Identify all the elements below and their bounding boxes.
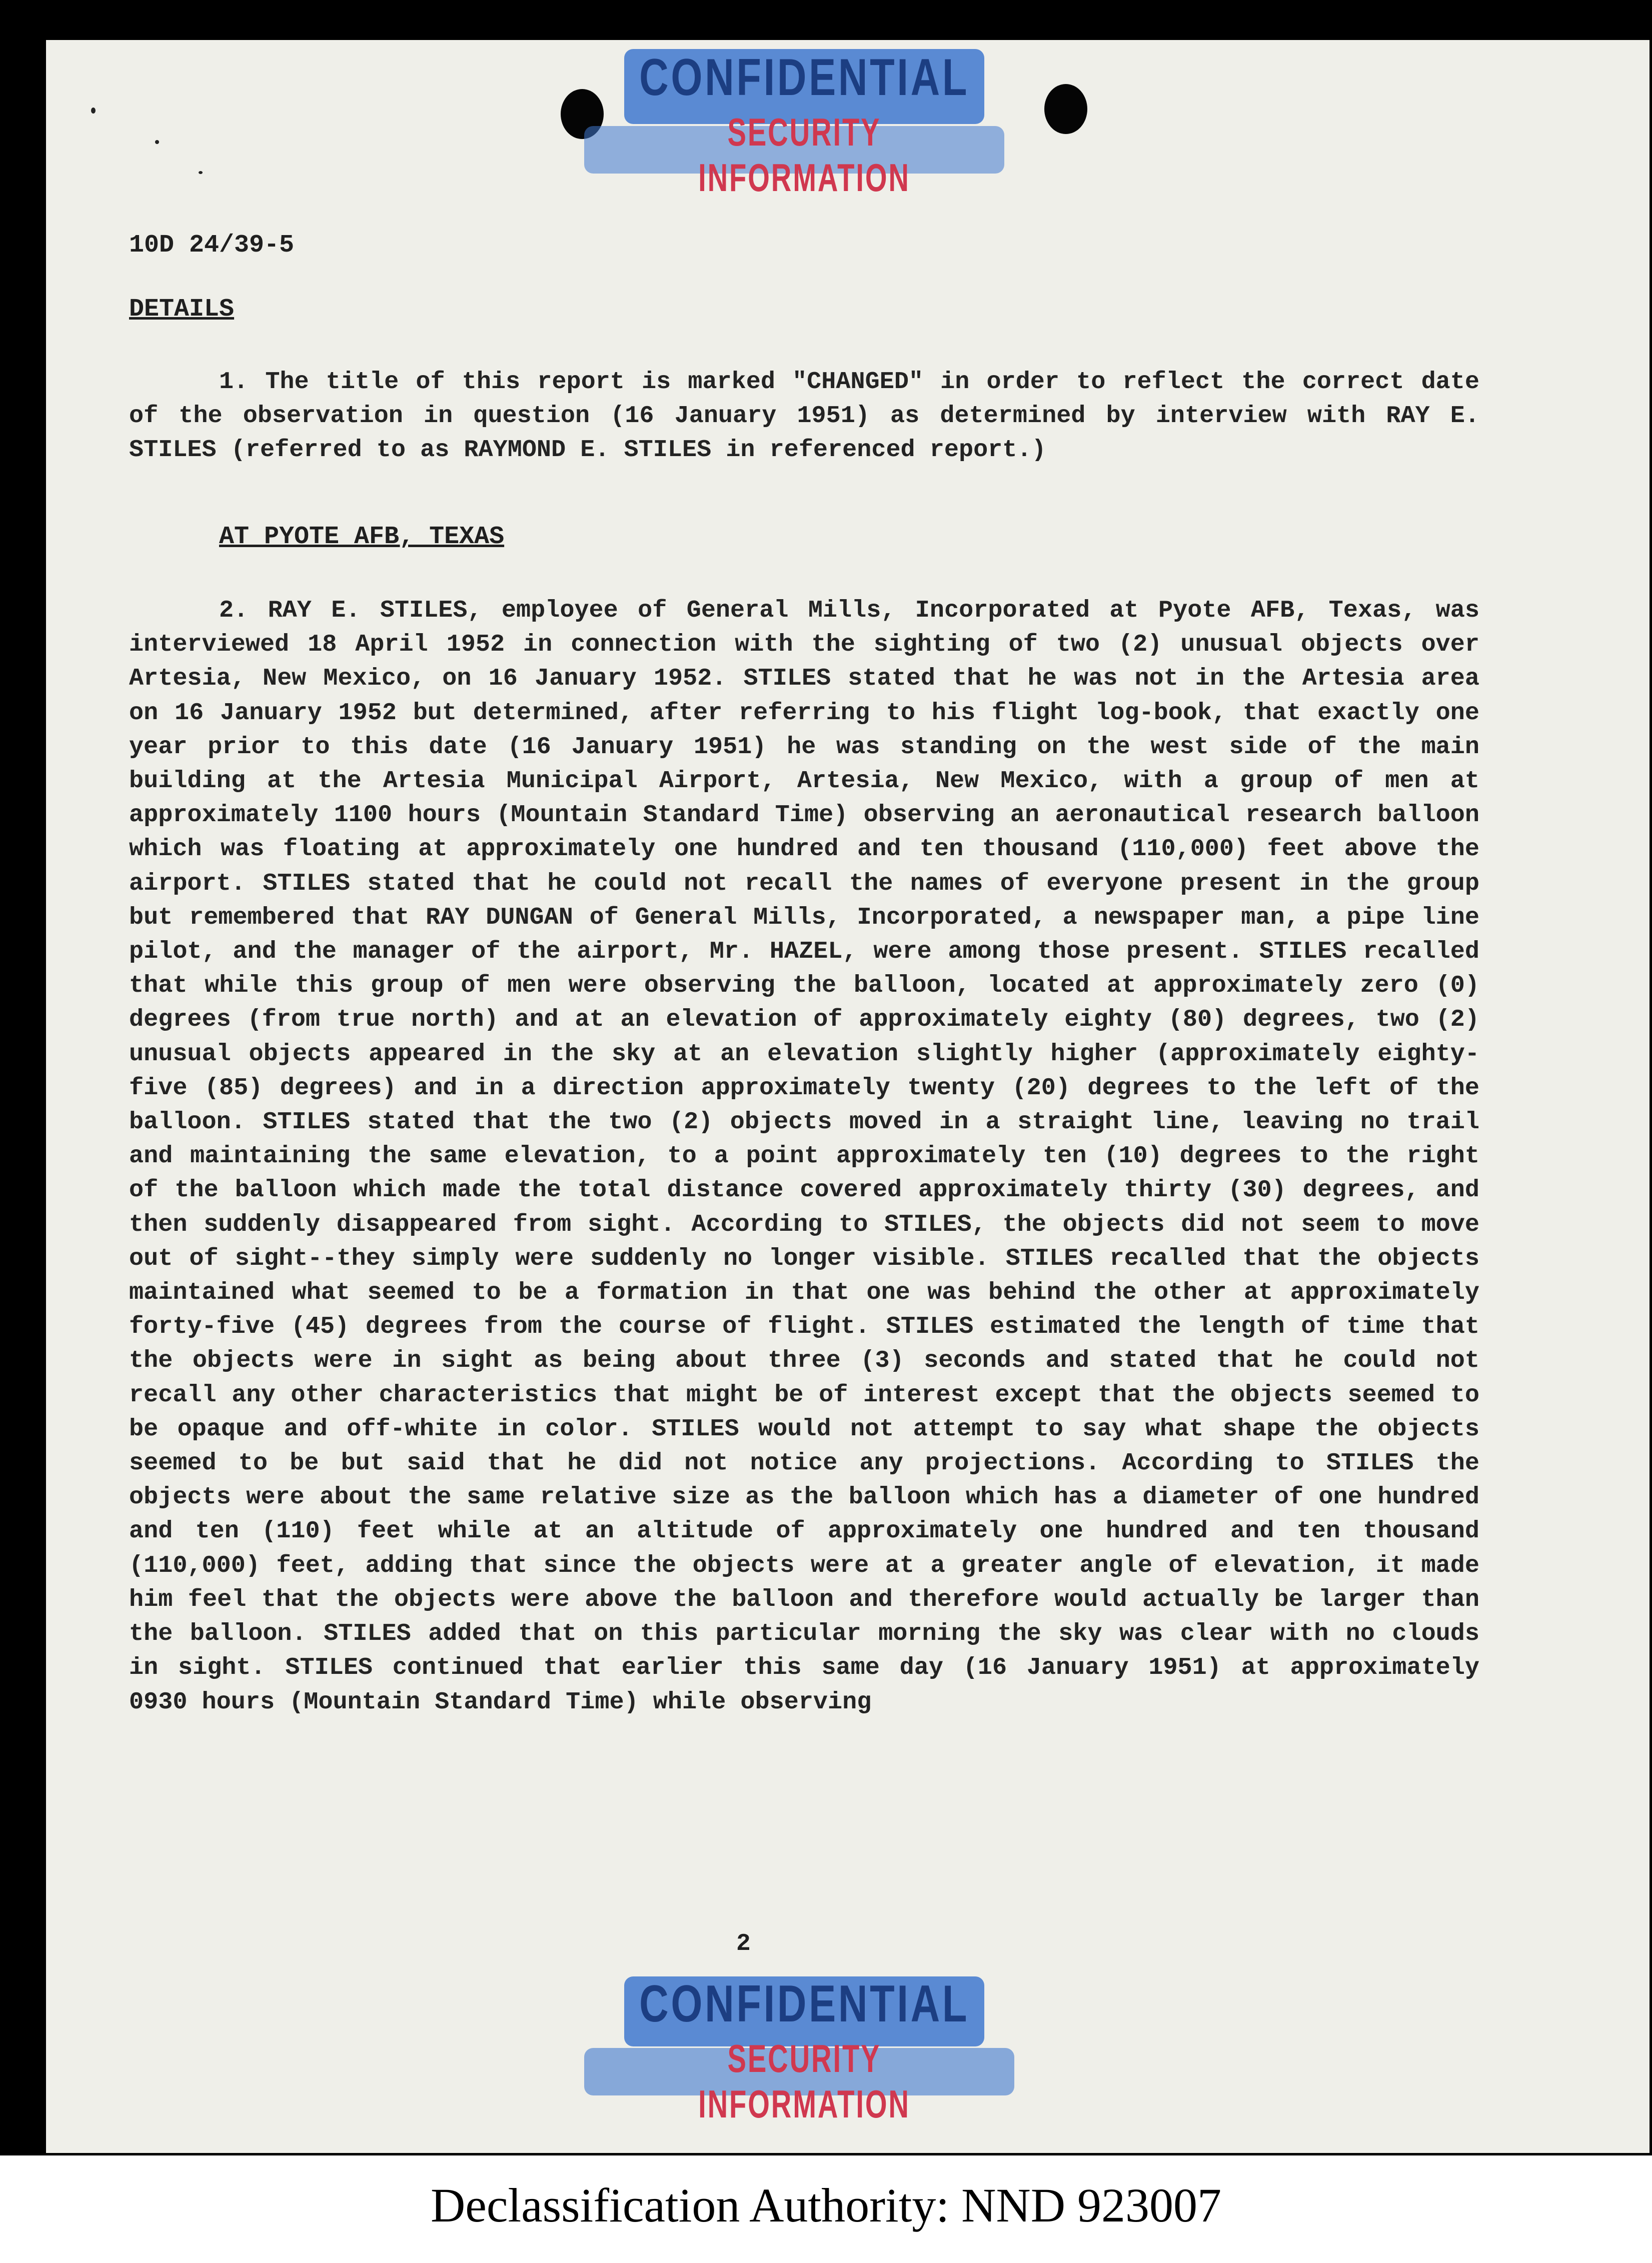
stamp-security-information-text: SECURITY INFORMATION [698,2036,910,2126]
paper-speck [155,140,159,144]
confidential-stamp-bottom [574,1930,1034,2127]
paragraph-2: 2. RAY E. STILES, employee of General Mills, Incorporated at Pyote AFB, Texas, was interviewed 18 April 1952 in connection with the sighting of two (2) unusual objects over Artesia, New Mexico, on 16 January 1952. STILES stated that he was not in the Artesia area on 16 January 1952 but determined, after referring to his flight log-book, that exactly one year prior to this date (16 January 1951) he was standing on the west side of the main building at the Artesia Municipal Airport, Artesia, New Mexico, with a group of men at approximately 1100 hours (Mountain Standard Time) observing an aeronautical research balloon which was floating at approximately one hundred and ten thousand (110,000) feet above the airport. STILES stated that he could not recall the names of everyone present in the group but remembered that RAY DUNGAN of General Mills, Incorporated, a newspaper man, a pipe line pilot, and the manager of the airport, Mr. HAZEL, were among those present. STILES recalled that while this group of men were observing the balloon, located at approximately zero (0) degrees (from true north) and at an elevation of approximately eighty (80) degrees, two (2) unusual objects appeared in the sky at an elevation slightly higher (approximately eighty-five (85) degrees) and in a direction approximately twenty (20) degrees to the left of the balloon. STILES stated that the two (2) objects moved in a straight line, leaving no trail and maintaining the same elevation, to a point approximately ten (10) degrees to the right of the balloon which made the total distance covered approximately thirty (30) degrees, and then suddenly disappeared from sight. According to STILES, the objects did not seem to move out of sight--they simply were suddenly no longer visible. STILES recalled that the objects maintained what seemed to be a formation in that one was behind the other at approximately forty-five (45) degrees from the course of flight. STILES estimated the length of time that the objects were in sight as being about three (3) seconds and stated that he could not recall any other characteristics that might be of interest except that the objects seemed to be opaque and off-white in color. STILES would not attempt to say what shape the objects seemed to be but said that he did not notice any projections. According to STILES the objects were about the same relative size as the balloon which has a diameter of one hundred and ten (110) feet while at an altitude of approximately one hundred and ten thousand (110,000) feet, adding that since the objects were at a greater angle of elevation, it made him feel that the objects were above the balloon and therefore would actually be larger than the balloon. STILES added that on this particular morning the sky was clear with no clouds in sight. STILES continued that earlier this same day (16 January 1951) at approximately 0930 hours (Mountain Standard Time) while observing [129,597,1479,1716]
stamp-confidential-text: CONFIDENTIAL [639,1975,969,2033]
paper-speck [199,171,203,174]
punch-hole-right [1044,84,1087,134]
stamp-confidential-text: CONFIDENTIAL [639,49,969,107]
location-heading: AT PYOTE AFB, TEXAS [219,523,505,551]
declassification-footer: Declassification Authority: NND 923007 [0,2155,1652,2263]
confidential-stamp-top [574,0,1034,201]
document-reference: 10D 24/39-5 [129,231,295,260]
stamp-security-information-text: SECURITY INFORMATION [698,110,910,200]
page-number: 2 [736,1930,751,1957]
paragraph-1: 1. The title of this report is marked "CHANGED" in order to reflect the correct date of the observation in question (16 January 1951) as determined by interview with RAY E. STILES (referred to as RAYMOND E. STILES in referenced report.) [129,368,1479,464]
details-heading: DETAILS [129,295,235,324]
paper-speck [91,108,96,114]
